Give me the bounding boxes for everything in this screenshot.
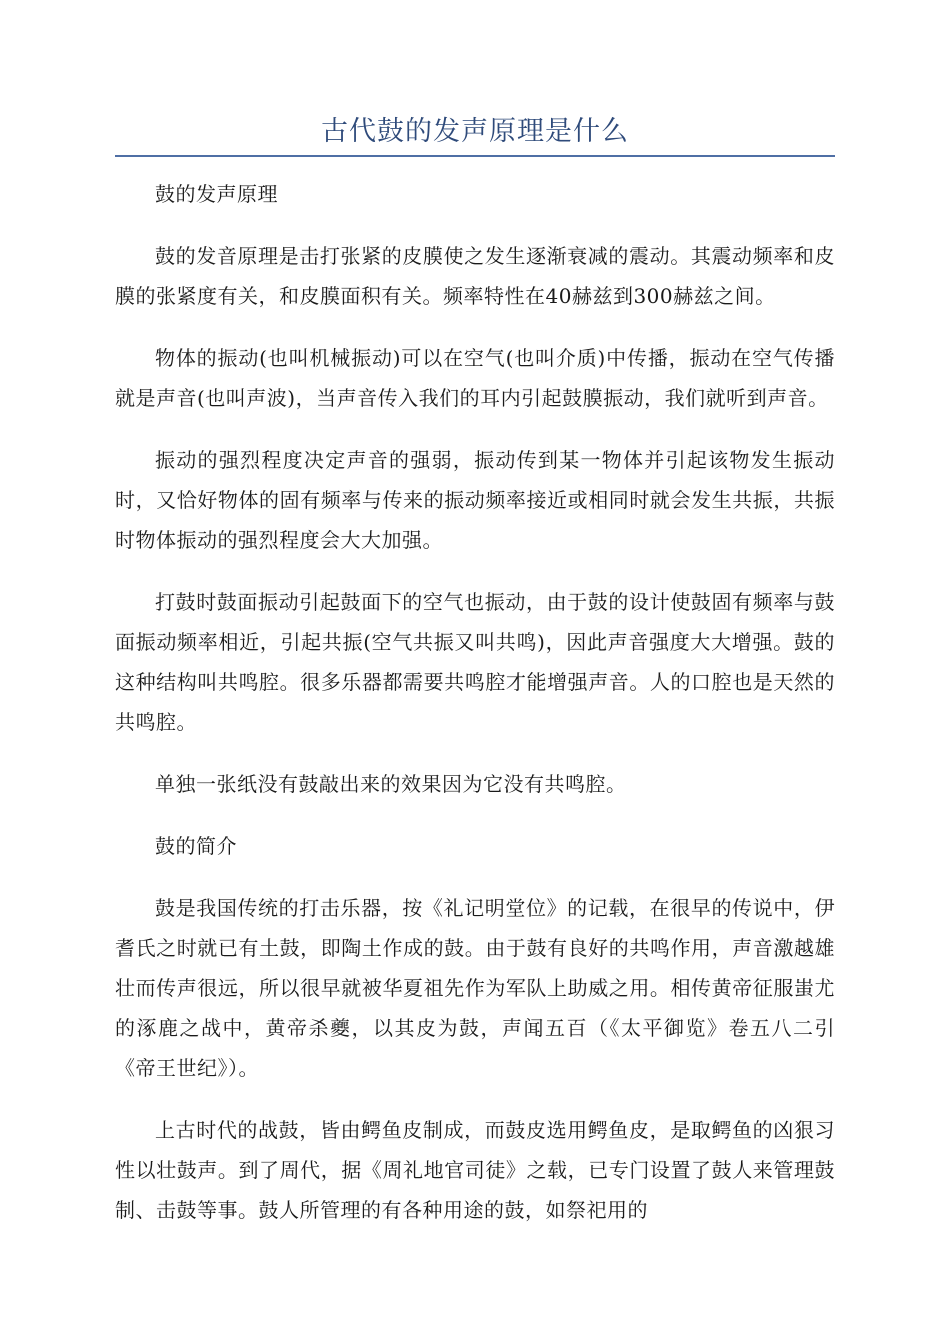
paragraph: 上古时代的战鼓，皆由鳄鱼皮制成，而鼓皮选用鳄鱼皮，是取鳄鱼的凶狠习性以壮鼓声。到了周代，据《周礼地官司徒》之载，已专门设置了鼓人来管理鼓制、击鼓等事。鼓人所管理的有各种用途的鼓，如祭祀用的 (115, 1118, 835, 1222)
page-title: 古代鼓的发声原理是什么 (321, 116, 629, 147)
paragraph: 鼓的发音原理是击打张紧的皮膜使之发生逐渐衰减的震动。其震动频率和皮膜的张紧度有关，和皮膜面积有关。频率特性在40赫兹到300赫兹之间。 (115, 244, 835, 308)
section-heading-sound-principle: 鼓的发声原理 (155, 182, 278, 206)
paragraph: 打鼓时鼓面振动引起鼓面下的空气也振动，由于鼓的设计使鼓固有频率与鼓面振动频率相近，引起共振(空气共振又叫共鸣)，因此声音强度大大增强。鼓的这种结构叫共鸣腔。很多乐器都需要共鸣腔才能增强声音。人的口腔也是天然的共鸣腔。 (115, 590, 835, 734)
paragraph: 单独一张纸没有鼓敲出来的效果因为它没有共鸣腔。 (155, 772, 627, 796)
paragraph: 物体的振动(也叫机械振动)可以在空气(也叫介质)中传播，振动在空气传播就是声音(也叫声波)，当声音传入我们的耳内引起鼓膜振动，我们就听到声音。 (115, 346, 835, 410)
paragraph: 振动的强烈程度决定声音的强弱，振动传到某一物体并引起该物发生振动时，又恰好物体的固有频率与传来的振动频率接近或相同时就会发生共振，共振时物体振动的强烈程度会大大加强。 (115, 448, 835, 552)
title-underline (115, 155, 835, 157)
paragraph: 鼓是我国传统的打击乐器，按《礼记明堂位》的记载，在很早的传说中，伊耆氏之时就已有土鼓，即陶土作成的鼓。由于鼓有良好的共鸣作用，声音激越雄壮而传声很远，所以很早就被华夏祖先作为军队上助威之用。相传黄帝征服蚩尤的涿鹿之战中，黄帝杀夔，以其皮为鼓，声闻五百（《太平御览》卷五八二引《帝王世纪》）。 (115, 896, 835, 1080)
document-body (115, 174, 835, 1252)
section-heading-drum-intro: 鼓的简介 (155, 834, 237, 858)
